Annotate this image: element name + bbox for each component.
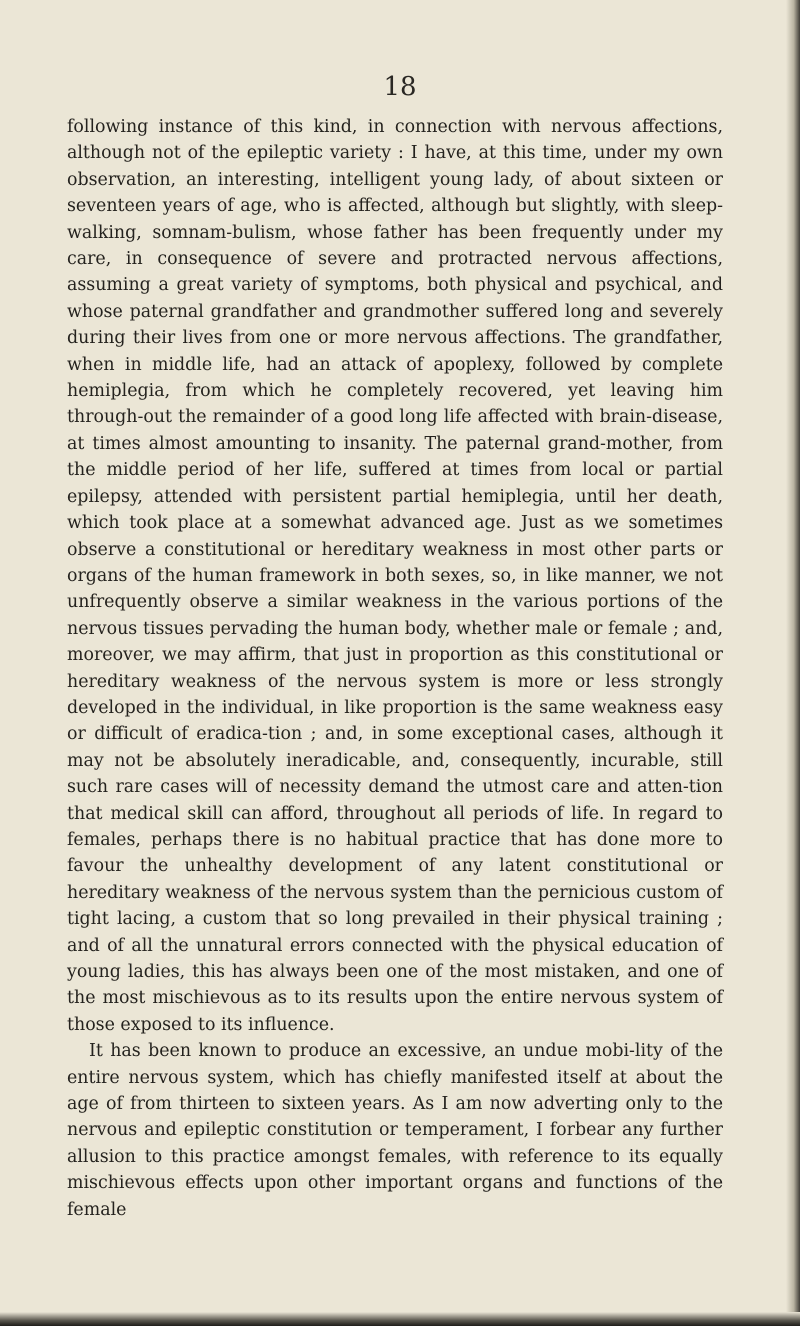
- paragraph-2: It has been known to produce an excessive, an undue mobi-lity of the entire nervous system, which has chiefly manifested itself at about the age of from thirteen to sixteen years. As I am now adverting only to the nervous and epileptic constitution or temperament, I forbear any further allusion to this practice amongst females, with reference to its equally mischievous effects upon other important organs and functions of the female: [67, 1041, 723, 1220]
- page-right-edge-shadow: [786, 0, 800, 1326]
- page-bottom-edge-shadow: [0, 1312, 800, 1326]
- body-text: [67, 114, 723, 1223]
- paragraph-1: following instance of this kind, in connection with nervous affections, although not of the epileptic variety : I have, at this time, under my own observation, an interesting, intelligent young lady, of about sixteen or seventeen years of age, who is affected, although but slightly, with sleep-walking, somnam-bulism, whose father has been frequently under my care, in consequence of severe and protracted nervous affections, assuming a great variety of symptoms, both physical and psychical, and whose paternal grandfather and grandmother suffered long and severely during their lives from one or more nervous affections. The grandfather, when in middle life, had an attack of apoplexy, followed by complete hemiplegia, from which he completely recovered, yet leaving him through-out the remainder of a good long life affected with brain-disease, at times almost amounting to insanity. The paternal grand-mother, from the middle period of her life, suffered at times from local or partial epilepsy, attended with persistent partial hemiplegia, until her death, which took place at a somewhat advanced age. Just as we sometimes observe a constitutional or hereditary weakness in most other parts or organs of the human framework in both sexes, so, in like manner, we not unfrequently observe a similar weakness in the various portions of the nervous tissues pervading the human body, whether male or female ; and, moreover, we may affirm, that just in proportion as this constitutional or hereditary weakness of the nervous system is more or less strongly developed in the individual, in like proportion is the same weakness easy or difficult of eradica-tion ; and, in some exceptional cases, although it may not be absolutely ineradicable, and, consequently, incurable, still such rare cases will of necessity demand the utmost care and atten-tion that medical skill can afford, throughout all periods of life. In regard to females, perhaps there is no habitual practice that has done more to favour the unhealthy development of any latent constitutional or hereditary weakness of the nervous system than the pernicious custom of tight lacing, a custom that so long prevailed in their physical training ; and of all the unnatural errors connected with the physical education of young ladies, this has always been one of the most mistaken, and one of the most mischievous as to its results upon the entire nervous system of those exposed to its influence.: [67, 117, 723, 1035]
- page-number: 18: [383, 72, 417, 102]
